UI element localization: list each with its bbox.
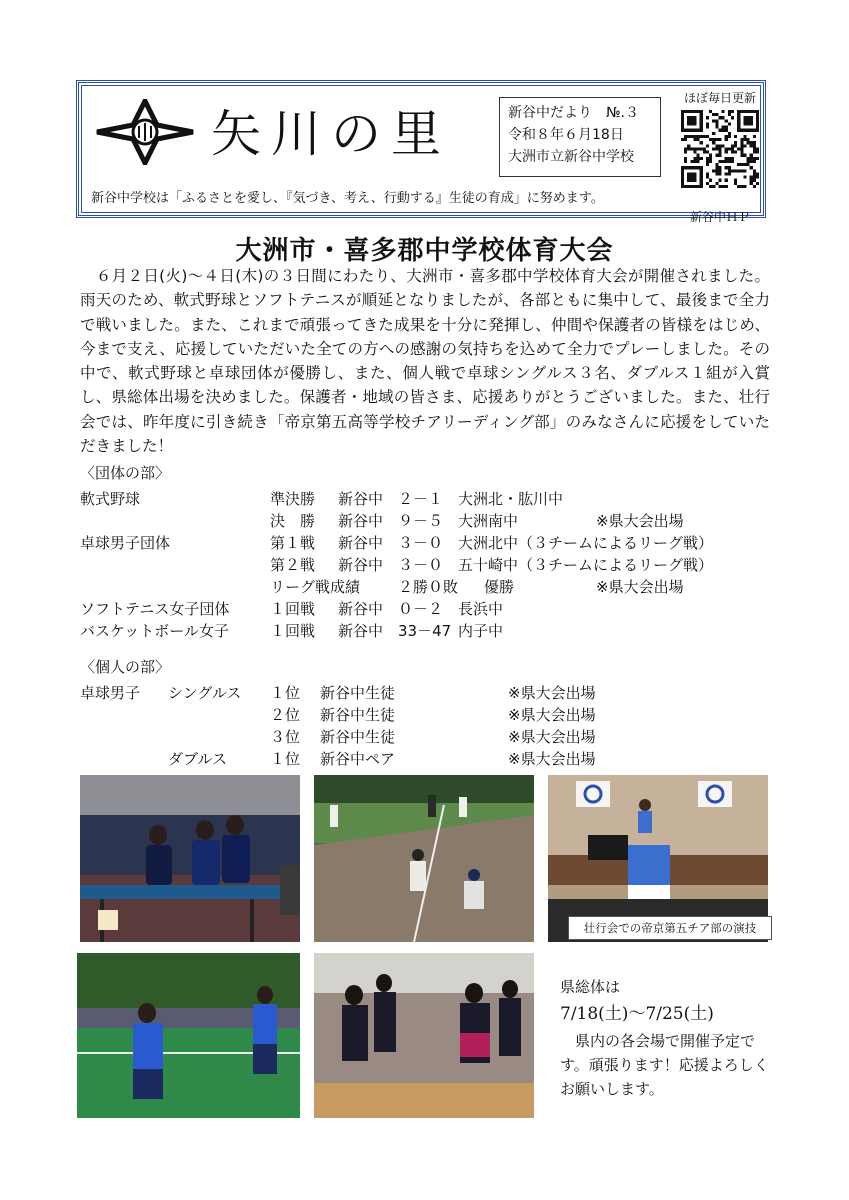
score: 33－47 (398, 622, 452, 640)
place: ２位 (270, 706, 301, 724)
note: ※県大会出場 (596, 578, 684, 596)
opponent: 大洲北中（３チームによるリーグ戦） (458, 534, 714, 552)
opponent: 内子中 (458, 622, 504, 640)
note-title: 県総体は (560, 978, 621, 996)
score: ０－２ (398, 600, 444, 618)
masthead (76, 80, 766, 224)
opponent: 五十崎中（３チームによるリーグ戦） (458, 556, 714, 574)
school: 新谷中 (338, 512, 384, 530)
round: 第２戦 (270, 556, 316, 574)
school: 新谷中 (338, 556, 384, 574)
photo-baseball (314, 775, 534, 942)
note: ※県大会出場 (508, 750, 596, 768)
opponent: 大洲北・肱川中 (458, 490, 564, 508)
player: 新谷中生徒 (320, 728, 396, 746)
note-text: 県内の各会場で開催予定です。頑張ります！応援よろしくお願いします。 (560, 1032, 769, 1098)
place: １位 (270, 750, 301, 768)
score: ３－０ (398, 556, 444, 574)
score: ９－５ (398, 512, 444, 530)
school-name: 大洲市立新谷中学校 (508, 149, 634, 165)
opponent: 大洲南中 (458, 512, 519, 530)
event-name: 軟式野球 (80, 490, 141, 508)
note: ※県大会出場 (508, 728, 596, 746)
player: 新谷中ペア (320, 750, 396, 768)
place: １位 (270, 684, 301, 702)
round: １回戦 (270, 600, 316, 618)
school-emblem-icon (95, 99, 195, 165)
individual-heading: 〈個人の部〉 (80, 658, 171, 676)
prefectural-tournament-note (560, 975, 770, 1101)
qr-block (675, 89, 765, 225)
school: 新谷中 (338, 534, 384, 552)
school: 新谷中 (338, 490, 384, 508)
note: ※県大会出場 (596, 512, 684, 530)
school: ２勝０敗 (398, 578, 459, 596)
note-dates: 7/18(土)～7/25(土) (560, 1004, 714, 1024)
note: ※県大会出場 (508, 706, 596, 724)
place: ３位 (270, 728, 301, 746)
match-type: ダブルス (168, 750, 227, 768)
player: 新谷中生徒 (320, 684, 396, 702)
event-name: バスケットボール女子 (80, 622, 229, 640)
score: 優勝 (484, 578, 515, 596)
event-name: ソフトテニス女子団体 (80, 600, 230, 618)
issue-info-box (499, 97, 661, 177)
article-headline: 大洲市・喜多郡中学校体育大会 (235, 236, 614, 266)
photo-soft-tennis (77, 953, 300, 1118)
qr-caption-bottom: 新谷中ＨＰ (689, 210, 750, 224)
school-motto: 新谷中学校は「ふるさとを愛し、『気づき、考え、行動する』生徒の育成」に努めます。 (91, 191, 604, 206)
photo-caption: 壮行会での帝京第五チア部の演技 (568, 916, 772, 940)
round: 決 勝 (270, 512, 316, 530)
qr-caption-top: ほぼ毎日更新 (683, 91, 756, 105)
round: １回戦 (270, 622, 316, 640)
round: 第１戦 (270, 534, 316, 552)
score: ２－１ (398, 490, 444, 508)
round: リーグ戦成績 (270, 578, 361, 596)
school: 新谷中 (338, 600, 384, 618)
article-body: ６月２日(火)～４日(木)の３日間にわたり、大洲市・喜多郡中学校体育大会が開催されました。雨天のため、軟式野球とソフトテニスが順延となりましたが、各部ともに集中して、最後まで全力で戦いました。また、これまで頑張ってきた成果を十分に発揮し、仲間や保護者の皆様をはじめ、今まで支え、応援していただいた全ての方への感謝の気持ちを込めて全力でプレーしました。その中で、軟式野球と卓球団体が優勝し、また、個人戦で卓球シングルス３名、ダブルス１組が入賞し、県総体出場を決めました。保護者・地域の皆さま、応援ありがとうございました。また、壮行会では、昨年度に引き続き「帝京第五高等学校チアリーディング部」のみなさんに応援をしていただきました！ (80, 267, 770, 456)
event-name: 卓球男子団体 (80, 534, 171, 552)
match-type: シングルス (168, 684, 242, 702)
score: ３－０ (398, 534, 444, 552)
school: 新谷中 (338, 622, 384, 640)
event-name: 卓球男子 (80, 684, 141, 702)
issue-date: 令和８年６月18日 (508, 127, 624, 143)
opponent: 長浜中 (458, 600, 504, 618)
photo-basketball (314, 953, 534, 1118)
player: 新谷中生徒 (320, 706, 396, 724)
note: ※県大会出場 (508, 684, 596, 702)
team-heading: 〈団体の部〉 (80, 464, 171, 482)
photo-table-tennis (80, 775, 300, 942)
newsletter-title: 矢川の里 (211, 105, 451, 163)
round: 準決勝 (270, 490, 316, 508)
issue-number: 新谷中だより №.３ (508, 105, 640, 121)
qr-code-icon[interactable] (681, 110, 759, 188)
